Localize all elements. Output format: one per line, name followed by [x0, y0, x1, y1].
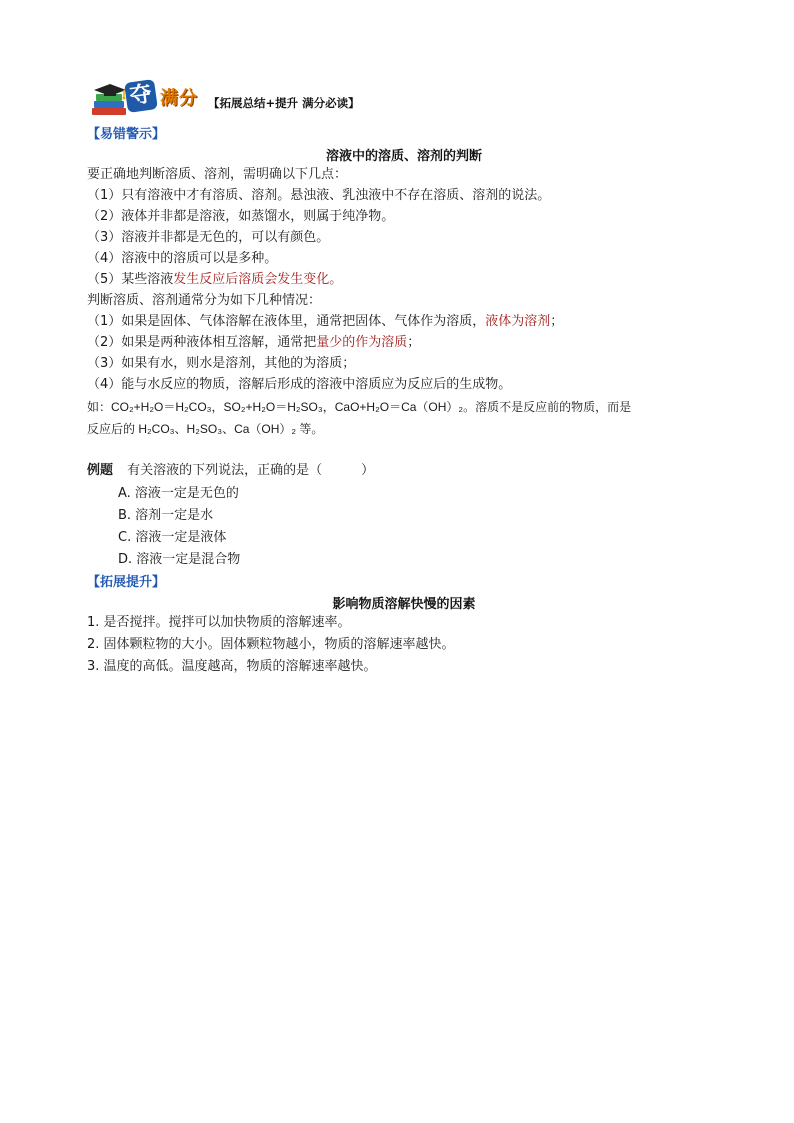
case-1 — [87, 313, 563, 331]
factor-item-2: 2. 固体颗粒物的大小。固体颗粒物越小，物质的溶解速率越快。 — [87, 637, 455, 652]
point-5 — [87, 271, 342, 289]
option-c: C. 溶液一定是液体 — [118, 530, 227, 545]
header-tagline: 【拓展总结+提升 满分必读】 — [208, 96, 360, 110]
case-1-highlight: 液体为溶剂 — [485, 314, 551, 329]
option-b: B. 溶剂一定是水 — [118, 508, 214, 523]
case-2 — [87, 334, 420, 352]
case-2-prefix: （2）如果是两种液体相互溶解，通常把 — [87, 335, 317, 350]
header-banner — [90, 80, 490, 120]
option-a: A. 溶液一定是无色的 — [118, 486, 239, 501]
case-4: （4）能与水反应的物质，溶解后形成的溶液中溶质应为反应后的生成物。 — [87, 377, 512, 392]
example-formula-line-1: 如：CO₂+H₂O＝H₂CO₃，SO₂+H₂O＝H₂SO₃，CaO+H₂O＝Ca（OH）₂。溶质不是反应前的物质，而是 — [87, 400, 632, 414]
point-4: （4）溶液中的溶质可以是多种。 — [87, 251, 278, 266]
example-formula-line-2: 反应后的 H₂CO₃、H₂SO₃、Ca（OH）₂ 等。 — [87, 422, 324, 436]
logo-word: 满分 — [160, 88, 198, 109]
case-1-suffix: ； — [550, 314, 564, 329]
section-title-dissolution-factors: 影响物质溶解快慢的因素 — [332, 597, 476, 612]
point-3: （3）溶液并非都是无色的，可以有颜色。 — [87, 230, 330, 245]
point-2: （2）液体并非都是溶液，如蒸馏水，则属于纯净物。 — [87, 209, 395, 224]
factor-item-3: 3. 温度的高低。温度越高，物质的溶解速率越快。 — [87, 659, 377, 674]
case-2-suffix: ； — [407, 335, 421, 350]
point-5-prefix: （5）某些溶液 — [87, 272, 174, 287]
intro-line: 要正确地判断溶质、溶剂，需明确以下几点： — [87, 167, 348, 182]
point-5-highlight: 发生反应后溶质会发生变化。 — [173, 272, 343, 287]
section-title-solute-solvent: 溶液中的溶质、溶剂的判断 — [325, 149, 482, 164]
section-tag-extension: 【拓展提升】 — [87, 575, 166, 590]
case-3: （3）如果有水，则水是溶剂，其他的为溶质； — [87, 356, 356, 371]
question-label: 例题 — [87, 463, 114, 478]
cases-intro: 判断溶质、溶剂通常分为如下几种情况： — [87, 293, 322, 308]
question-stem-line — [87, 462, 374, 480]
option-d: D. 溶液一定是混合物 — [118, 552, 241, 567]
case-1-prefix: （1）如果是固体、气体溶解在液体里，通常把固体、气体作为溶质， — [87, 314, 486, 329]
case-2-highlight: 量少的作为溶质 — [316, 335, 408, 350]
logo-character: 夺 — [124, 79, 158, 113]
factor-item-1: 1. 是否搅拌。搅拌可以加快物质的溶解速率。 — [87, 615, 351, 630]
point-1: （1）只有溶液中才有溶质、溶剂。悬浊液、乳浊液中不存在溶质、溶剂的说法。 — [87, 188, 551, 203]
section-tag-error-warning: 【易错警示】 — [87, 127, 166, 142]
question-stem: 有关溶液的下列说法，正确的是（ ） — [127, 463, 375, 478]
